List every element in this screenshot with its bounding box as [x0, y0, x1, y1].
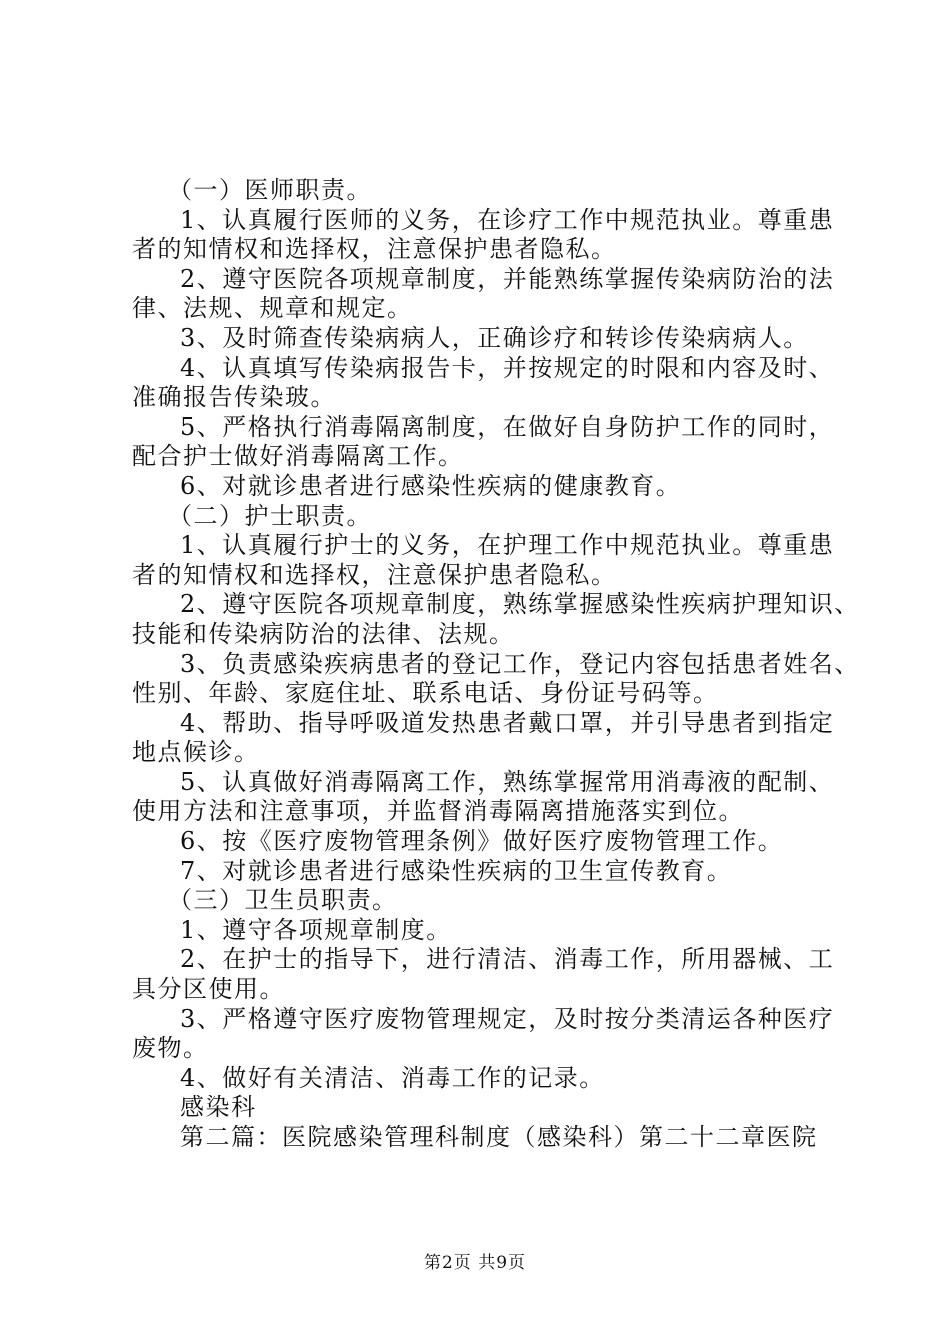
text-line: 2、在护士的指导下，进行清洁、消毒工作，所用器械、工 [180, 945, 835, 974]
text-line: 5、严格执行消毒隔离制度，在做好自身防护工作的同时， [180, 412, 835, 441]
text-line: 4、认真填写传染病报告卡，并按规定的时限和内容及时、 [180, 353, 835, 382]
text-line: （一）医师职责。 [168, 176, 372, 204]
text-line: 第二篇：医院感染管理科制度（感染科）第二十二章医院 [180, 1123, 818, 1151]
text-line: 地点候诊。 [132, 738, 260, 767]
text-line: （三）卫生员职责。 [168, 886, 398, 915]
page-footer: 第2页 共9页 [423, 1253, 527, 1273]
text-line: 5、认真做好消毒隔离工作，熟练掌握常用消毒液的配制、 [180, 767, 835, 796]
text-line: 4、做好有关清洁、消毒工作的记录。 [180, 1063, 605, 1092]
text-line: 7、对就诊患者进行感染性疾病的卫生宣传教育。 [180, 856, 733, 885]
text-line: 配合护士做好消毒隔离工作。 [132, 442, 464, 471]
text-line: 使用方法和注意事项，并监督消毒隔离措施落实到位。 [132, 797, 744, 826]
text-line: 技能和传染病防治的法律、法规。 [132, 619, 515, 648]
text-line: 废物。 [132, 1034, 209, 1063]
text-line: （二）护士职责。 [168, 501, 372, 530]
text-line: 2、遵守医院各项规章制度，熟练掌握感染性疾病护理知识、 [180, 590, 860, 619]
text-line: 性别、年龄、家庭住址、联系电话、身份证号码等。 [132, 679, 719, 708]
text-line: 6、按《医疗废物管理条例》做好医疗废物管理工作。 [180, 827, 784, 856]
text-line: 3、及时筛查传染病病人，正确诊疗和转诊传染病病人。 [180, 323, 809, 352]
text-line: 3、负责感染疾病患者的登记工作，登记内容包括患者姓名、 [180, 649, 860, 678]
text-line: 律、法规、规章和规定。 [132, 294, 413, 323]
text-line: 1、认真履行医师的义务，在诊疗工作中规范执业。尊重患 [180, 205, 835, 234]
text-line: 准确报告传染玻。 [132, 383, 336, 412]
text-line: 具分区使用。 [132, 975, 285, 1004]
text-line: 3、严格遵守医疗废物管理规定，及时按分类清运各种医疗 [180, 1004, 835, 1033]
text-line: 2、遵守医院各项规章制度，并能熟练掌握传染病防治的法 [180, 264, 835, 293]
text-line: 4、帮助、指导呼吸道发热患者戴口罩，并引导患者到指定 [180, 708, 835, 737]
text-line: 1、遵守各项规章制度。 [180, 915, 452, 944]
text-line: 6、对就诊患者进行感染性疾病的健康教育。 [180, 471, 682, 500]
text-line: 1、认真履行护士的义务，在护理工作中规范执业。尊重患 [180, 531, 835, 560]
text-line: 者的知情权和选择权，注意保护患者隐私。 [132, 235, 617, 264]
text-line: 者的知情权和选择权，注意保护患者隐私。 [132, 560, 617, 589]
document-body [132, 176, 860, 1153]
text-line: 感染科 [180, 1093, 257, 1122]
